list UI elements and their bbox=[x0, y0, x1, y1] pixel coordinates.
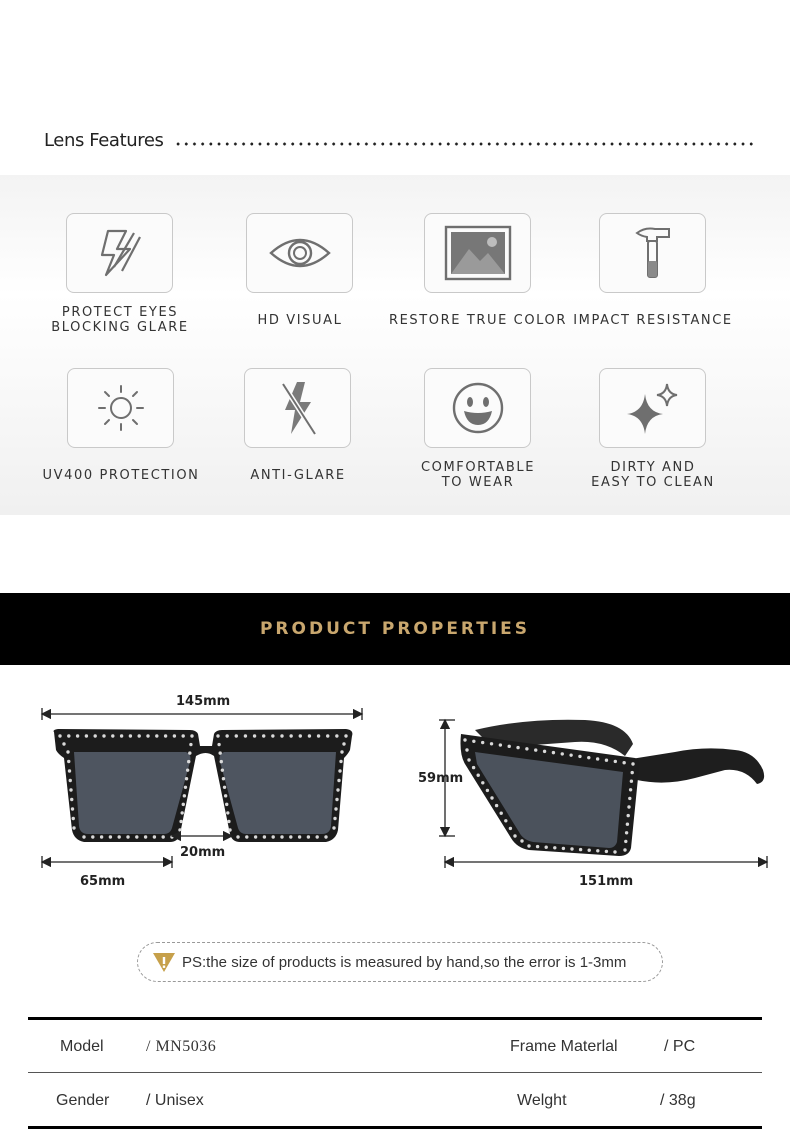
rivet bbox=[467, 758, 470, 761]
smiley-face-icon bbox=[451, 381, 505, 435]
rivet bbox=[228, 828, 231, 831]
rivet bbox=[630, 780, 633, 783]
gender-value: / Unisex bbox=[146, 1091, 204, 1109]
rivet bbox=[58, 734, 61, 737]
rivet bbox=[244, 734, 247, 737]
rivet bbox=[338, 769, 341, 772]
rivet bbox=[335, 734, 338, 737]
rivet bbox=[226, 811, 229, 814]
spec-row bbox=[28, 1074, 762, 1127]
rivet bbox=[299, 734, 302, 737]
sun-icon bbox=[96, 383, 146, 433]
feature-label: COMFORTABLE TO WEAR bbox=[420, 460, 536, 490]
feature-icon-box bbox=[246, 213, 353, 293]
rivet bbox=[337, 779, 340, 782]
rivet bbox=[339, 760, 342, 763]
rivet bbox=[631, 762, 634, 765]
rivet bbox=[509, 827, 512, 830]
rivet bbox=[129, 734, 132, 737]
rivet bbox=[317, 734, 320, 737]
lens-features-panel bbox=[0, 175, 790, 515]
rivet bbox=[94, 734, 97, 737]
feature-icon-box bbox=[66, 213, 173, 293]
rivet bbox=[182, 803, 185, 806]
lightning-icon bbox=[90, 223, 150, 283]
spec-row bbox=[28, 1020, 762, 1073]
rivet bbox=[280, 835, 283, 838]
rivet bbox=[187, 760, 190, 763]
rivet bbox=[109, 835, 112, 838]
rivet bbox=[225, 734, 228, 737]
rivet bbox=[342, 742, 345, 745]
rivet bbox=[332, 826, 335, 829]
feature-icon-box bbox=[599, 368, 706, 448]
rivet bbox=[289, 734, 292, 737]
bridge-width-label: 20mm bbox=[180, 845, 226, 860]
rivet bbox=[605, 850, 608, 853]
rivet bbox=[272, 835, 275, 838]
rivet bbox=[472, 740, 475, 743]
lens-width-label: 65mm bbox=[80, 874, 126, 889]
rivet bbox=[146, 734, 149, 737]
rivet bbox=[525, 747, 528, 750]
rivet bbox=[624, 840, 627, 843]
rivet bbox=[336, 788, 339, 791]
gender-label: Gender bbox=[56, 1091, 110, 1109]
rivet bbox=[91, 835, 94, 838]
dotted-divider bbox=[174, 142, 757, 146]
model-value: / MN5036 bbox=[146, 1037, 217, 1055]
rivet bbox=[562, 847, 565, 850]
rivet bbox=[67, 760, 70, 763]
lens-height-label: 59mm bbox=[418, 771, 464, 786]
rivet bbox=[477, 774, 480, 777]
rivet bbox=[135, 835, 138, 838]
rivet bbox=[570, 847, 573, 850]
feature-icon-box bbox=[424, 213, 531, 293]
rivet bbox=[340, 750, 343, 753]
rivet bbox=[271, 734, 274, 737]
rivet bbox=[622, 761, 625, 764]
rivet bbox=[481, 781, 484, 784]
feature-label: HD VISUAL bbox=[257, 313, 343, 328]
feature-label: PROTECT EYES BLOCKING GLARE bbox=[51, 305, 189, 335]
temple-length-label: 151mm bbox=[579, 874, 634, 889]
rivet bbox=[534, 748, 537, 751]
eye-icon bbox=[268, 233, 332, 273]
rivet bbox=[180, 811, 183, 814]
feature-icon-box bbox=[244, 368, 351, 448]
rivet bbox=[527, 844, 530, 847]
rivet bbox=[185, 777, 188, 780]
rivet bbox=[513, 834, 516, 837]
rivet bbox=[596, 849, 599, 852]
front-view-diagram bbox=[0, 680, 395, 900]
feature-label: UV400 PROTECTION bbox=[42, 468, 200, 483]
rivet bbox=[227, 820, 230, 823]
rivet bbox=[308, 734, 311, 737]
rivet bbox=[72, 826, 75, 829]
rivet bbox=[221, 768, 224, 771]
rivet bbox=[235, 734, 238, 737]
rivet bbox=[627, 814, 630, 817]
rivet bbox=[335, 798, 338, 801]
rivet bbox=[68, 769, 71, 772]
rivet bbox=[499, 743, 502, 746]
rivet bbox=[69, 779, 72, 782]
rivet bbox=[217, 743, 220, 746]
rivet bbox=[126, 835, 129, 838]
rivet bbox=[162, 835, 165, 838]
rivet bbox=[481, 741, 484, 744]
lens-features-header bbox=[44, 126, 756, 154]
rivet bbox=[625, 831, 628, 834]
rivet bbox=[508, 745, 511, 748]
rivet bbox=[324, 835, 327, 838]
rivet bbox=[289, 835, 292, 838]
hammer-icon bbox=[631, 223, 675, 283]
frame-material-value: / PC bbox=[664, 1037, 696, 1055]
rivet bbox=[69, 788, 72, 791]
feature-icon-box bbox=[599, 213, 706, 293]
rivet bbox=[155, 734, 158, 737]
rivet bbox=[333, 817, 336, 820]
side-view-diagram bbox=[405, 700, 785, 900]
rivet bbox=[76, 734, 79, 737]
rivet bbox=[254, 835, 257, 838]
rivet bbox=[516, 746, 519, 749]
feature-label: RESTORE TRUE COLOR bbox=[388, 313, 568, 328]
feature-icon-box bbox=[424, 368, 531, 448]
sparkle-icon bbox=[621, 378, 685, 438]
rivet bbox=[222, 777, 225, 780]
rivet bbox=[183, 794, 186, 797]
rivet bbox=[543, 750, 546, 753]
rivet bbox=[588, 849, 591, 852]
rivet bbox=[578, 755, 581, 758]
rivet bbox=[216, 734, 219, 737]
warning-triangle-icon bbox=[152, 951, 176, 973]
rivet bbox=[334, 807, 337, 810]
rivet bbox=[628, 797, 631, 800]
rivet bbox=[118, 835, 121, 838]
rivet bbox=[536, 845, 539, 848]
feature-icon-box bbox=[67, 368, 174, 448]
crossed-lightning-icon bbox=[273, 378, 323, 438]
rivet bbox=[627, 805, 630, 808]
rivet bbox=[138, 734, 141, 737]
rivet bbox=[223, 786, 226, 789]
rivet bbox=[545, 846, 548, 849]
product-properties-title: PRODUCT PROPERTIES bbox=[259, 619, 531, 639]
rivet bbox=[182, 734, 185, 737]
weight-label: Welght bbox=[517, 1091, 567, 1109]
rivet bbox=[472, 766, 475, 769]
rivet bbox=[626, 823, 629, 826]
rivet bbox=[631, 771, 634, 774]
rivet bbox=[164, 734, 167, 737]
rivet bbox=[629, 788, 632, 791]
rivet bbox=[245, 835, 248, 838]
rivet bbox=[316, 835, 319, 838]
rivet bbox=[62, 742, 65, 745]
rivet bbox=[111, 734, 114, 737]
rivet bbox=[102, 734, 105, 737]
rivet bbox=[596, 757, 599, 760]
rivet bbox=[579, 848, 582, 851]
rivet bbox=[66, 750, 69, 753]
landscape-picture-icon bbox=[444, 225, 512, 281]
feature-label: IMPACT RESISTANCE bbox=[573, 313, 733, 328]
frame-material-label: Frame Materlal bbox=[510, 1037, 618, 1055]
rivet bbox=[67, 734, 70, 737]
rivet bbox=[561, 752, 564, 755]
rivet bbox=[225, 803, 228, 806]
rivet bbox=[614, 760, 617, 763]
measurement-note bbox=[137, 942, 663, 982]
rivet bbox=[188, 751, 191, 754]
rivet bbox=[463, 738, 466, 741]
rivet bbox=[605, 759, 608, 762]
rivet bbox=[495, 804, 498, 807]
spec-table bbox=[28, 1017, 762, 1129]
rivet bbox=[280, 734, 283, 737]
rivet bbox=[253, 734, 256, 737]
rivet bbox=[262, 734, 265, 737]
rivet bbox=[263, 835, 266, 838]
rivet bbox=[173, 734, 176, 737]
rivet bbox=[623, 848, 626, 851]
rivet bbox=[224, 794, 227, 797]
rivet bbox=[71, 807, 74, 810]
rivet bbox=[189, 743, 192, 746]
rivet bbox=[465, 748, 468, 751]
rivet bbox=[153, 835, 156, 838]
rivet bbox=[70, 798, 73, 801]
rivet bbox=[307, 835, 310, 838]
rivet bbox=[326, 734, 329, 737]
rivet bbox=[553, 846, 556, 849]
rivet bbox=[613, 850, 616, 853]
feature-label: DIRTY AND EASY TO CLEAN bbox=[591, 460, 715, 490]
rivet bbox=[490, 796, 493, 799]
rivet bbox=[100, 835, 103, 838]
rivet bbox=[490, 742, 493, 745]
feature-label: ANTI-GLARE bbox=[250, 468, 346, 483]
rivet bbox=[120, 734, 123, 737]
rivet bbox=[82, 835, 85, 838]
rivet bbox=[184, 786, 187, 789]
rivet bbox=[552, 751, 555, 754]
total-width-label: 145mm bbox=[176, 694, 231, 709]
rivet bbox=[220, 760, 223, 763]
rivet bbox=[504, 819, 507, 822]
rivet bbox=[486, 789, 489, 792]
rivet bbox=[587, 756, 590, 759]
rivet bbox=[144, 835, 147, 838]
rivet bbox=[236, 835, 239, 838]
rivet bbox=[344, 734, 347, 737]
rivet bbox=[520, 839, 523, 842]
model-label: Model bbox=[60, 1037, 104, 1055]
rivet bbox=[179, 820, 182, 823]
rivet bbox=[85, 734, 88, 737]
rivet bbox=[190, 734, 193, 737]
rivet bbox=[186, 768, 189, 771]
rivet bbox=[569, 753, 572, 756]
weight-value: / 38g bbox=[660, 1091, 696, 1109]
rivet bbox=[298, 835, 301, 838]
rivet bbox=[72, 817, 75, 820]
rivet bbox=[500, 812, 503, 815]
measurement-note-text: PS:the size of products is measured by hand,so the error is 1-3mm bbox=[182, 953, 627, 971]
rivet bbox=[218, 751, 221, 754]
rivet bbox=[178, 828, 181, 831]
product-properties-banner bbox=[0, 593, 790, 665]
lens-features-title: Lens Features bbox=[44, 129, 164, 151]
